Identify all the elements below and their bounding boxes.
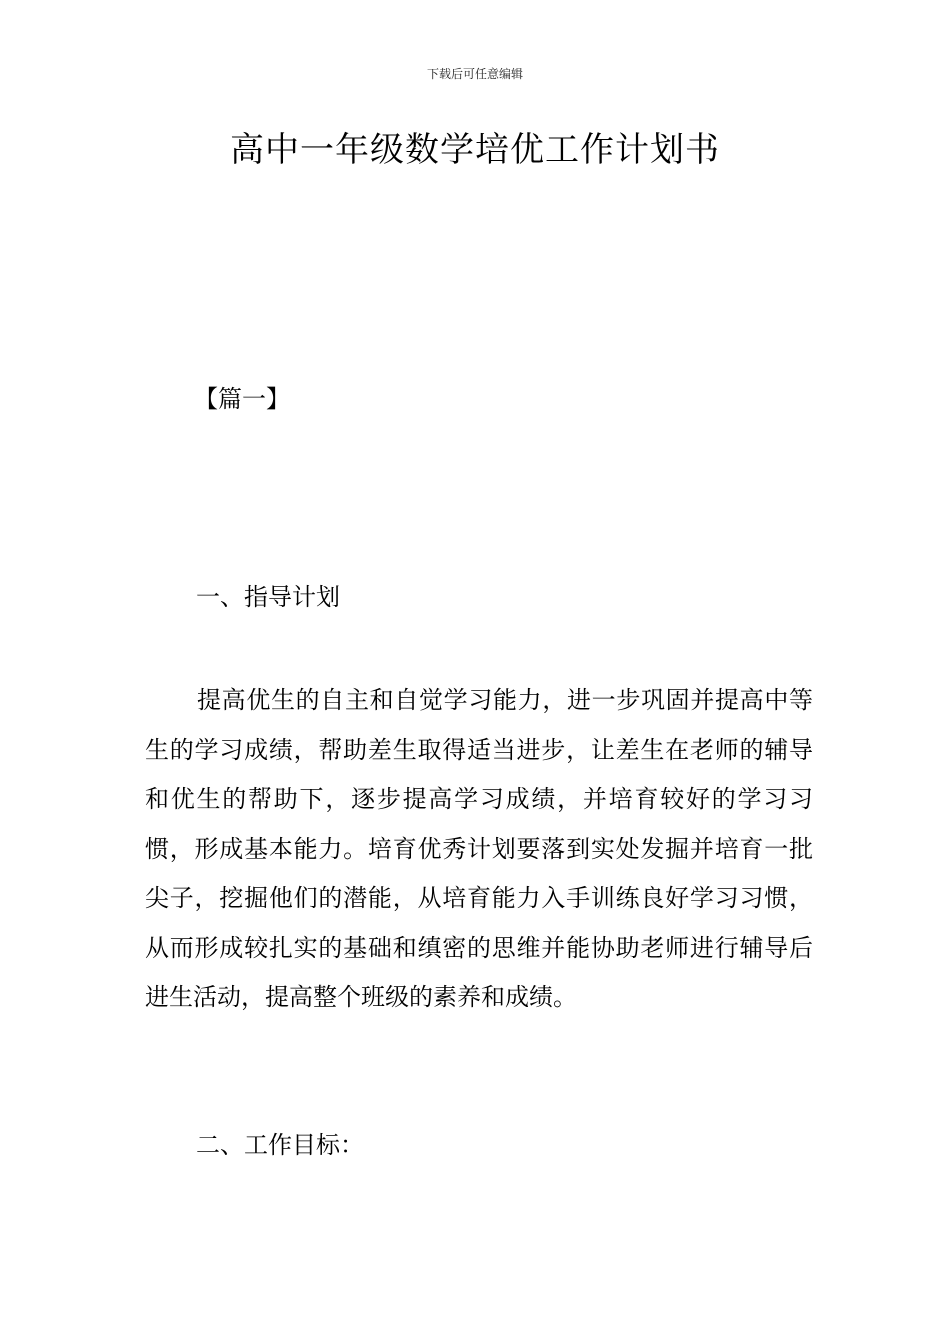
section-heading-work-goals: 二、工作目标：	[196, 1131, 364, 1159]
document-title: 高中一年级数学培优工作计划书	[230, 130, 720, 170]
body-paragraph: 提高优生的自主和自觉学习能力，进一步巩固并提高中等生的学习成绩，帮助差生取得适当进步，让差生在老师的辅导和优生的帮助下，逐步提高学习成绩，并培育较好的学习习惯，形成基本能力。培育优秀计划要落到实处发掘并培育一批尖子，挖掘他们的潜能，从培育能力入手训练良好学习习惯，从而形成较扎实的基础和缜密的思维并能协助老师进行辅导后进生活动，提高整个班级的素养和成绩。	[145, 686, 813, 1011]
section-tag: 【篇一】	[194, 385, 290, 413]
header-note: 下载后可任意编辑	[426, 67, 523, 81]
section-heading-guidance-plan: 一、指导计划	[196, 583, 340, 611]
